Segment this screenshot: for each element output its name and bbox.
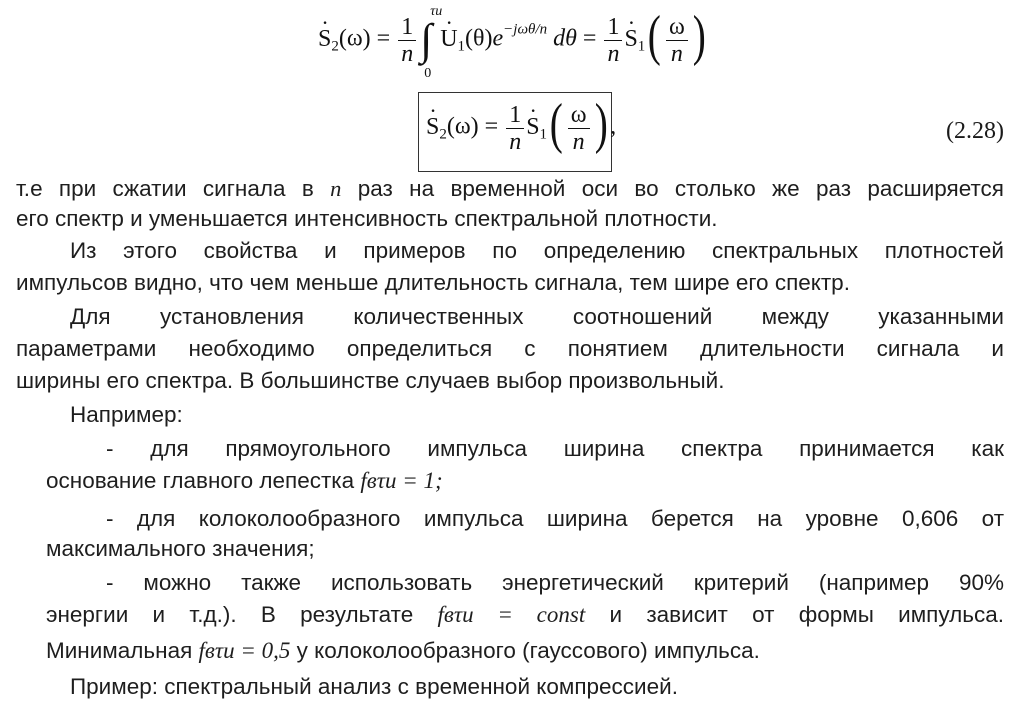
boxed-rhs-sub: 1 xyxy=(539,126,548,143)
para2-line2: импульсов видно, что чем меньше длительность сигнала, тем шире его спектр. xyxy=(16,270,850,295)
bullet2-line1: - для колоколообразного импульса ширина берется на уровне 0,606 от xyxy=(106,506,1004,531)
para2-line1: Из этого свойства и примеров по определению спектральных плотностей xyxy=(70,238,1004,263)
bullet3-line1: - можно также использовать энергетический критерий (например 90% xyxy=(106,570,1004,595)
bullet2-line2: максимального значения; xyxy=(46,536,315,561)
para3-line3: ширины его спектра. В большинстве случаев выбор произвольный. xyxy=(16,368,725,393)
integral-lower-limit: 0 xyxy=(424,66,432,81)
integrand-sub: 1 xyxy=(457,38,466,55)
bullet3-line3: Минимальная fвτи = 0,5 у колоколообразного (гауссового) импульса. xyxy=(46,638,760,663)
boxed-fraction xyxy=(506,102,524,155)
rhs-symbol: · S xyxy=(624,26,637,53)
formula-equals: = xyxy=(376,25,391,52)
fraction-denominator: n xyxy=(401,40,414,67)
boxed-arg-numerator: ω xyxy=(568,102,590,129)
boxed-fraction-numerator: 1 xyxy=(506,102,524,129)
para1-line1: т.е при сжатии сигнала в n раз на временной оси во столько же раз расширяется xyxy=(16,176,1004,201)
bullet1-line1: - для прямоугольного импульса ширина спектра принимается как xyxy=(106,436,1004,461)
boxed-lhs-arg: (ω) xyxy=(446,113,479,140)
rhs-arg-denominator: n xyxy=(670,40,683,67)
equation-number: (2.28) xyxy=(946,118,1004,144)
boxed-lhs-symbol: · S xyxy=(426,114,439,141)
formula-dtheta: dθ xyxy=(553,25,577,52)
math-rect-criterion: fвτи = 1; xyxy=(360,468,443,493)
boxed-trailing-comma: , xyxy=(610,113,617,140)
boxed-fraction-denominator: n xyxy=(509,128,522,155)
fraction-numerator: 1 xyxy=(398,14,416,41)
rhs-fraction-denominator: n xyxy=(607,40,620,67)
exp-base: e xyxy=(492,25,504,52)
math-gauss-min: fвτи = 0,5 xyxy=(198,638,291,663)
boxed-rhs-symbol: · S xyxy=(526,114,539,141)
formula-lhs-arg: (ω) xyxy=(338,25,371,52)
exp-power: −jωθ/n xyxy=(503,21,548,38)
example-label: Например: xyxy=(70,402,183,427)
boxed-arg-fraction xyxy=(568,102,590,155)
rhs-arg-numerator: ω xyxy=(666,14,688,41)
formula-lhs-sub: 2 xyxy=(331,38,339,55)
formula-integral: · $S_2(\omega)$ = $\frac{1}{n}$ ∫ τи 0 · $U_1(\theta)e^{-j\omega\theta/n}$ dθ = $\frac{1}{n}$ · $S_1$( $\frac{\omega}{n}$ ) xyxy=(318,10,708,70)
rhs-arg-fraction xyxy=(666,14,688,67)
formula-lhs-symbol: · S xyxy=(318,26,331,53)
formula-rhs-fraction xyxy=(604,14,622,67)
para3-line1: Для установления количественных соотношений между указанными xyxy=(70,304,1004,329)
rhs-fraction-numerator: 1 xyxy=(604,14,622,41)
integrand-arg: (θ) xyxy=(465,25,493,52)
boxed-arg-denominator: n xyxy=(572,128,585,155)
integral-upper-limit: τи xyxy=(430,4,443,19)
formula-equals-2: = xyxy=(582,25,597,52)
bullet3-line2: энергии и т.д.). В результате fвτи = const и зависит от формы импульса. xyxy=(46,602,1004,627)
rhs-sub: 1 xyxy=(637,38,646,55)
math-energy-criterion: fвτи = const xyxy=(437,602,586,627)
boxed-lhs-sub: 2 xyxy=(439,126,447,143)
para3-line2: параметрами необходимо определиться с понятием длительности сигнала и xyxy=(16,336,1004,361)
para1-line2: его спектр и уменьшается интенсивность спектральной плотности. xyxy=(16,206,718,231)
integrand-symbol: · U xyxy=(440,26,457,53)
final-example: Пример: спектральный анализ с временной компрессией. xyxy=(70,674,678,699)
boxed-equals: = xyxy=(484,113,499,140)
formula-fraction xyxy=(398,14,416,67)
formula-boxed: · $S_2(\omega)$ = $\frac{1}{n}$ · $S_1$( $\frac{\omega}{n}$ ) , xyxy=(426,100,616,156)
integral-sign: ∫ τи 0 xyxy=(420,4,443,81)
bullet1-line2: основание главного лепестка fвτи = 1; xyxy=(46,468,443,493)
